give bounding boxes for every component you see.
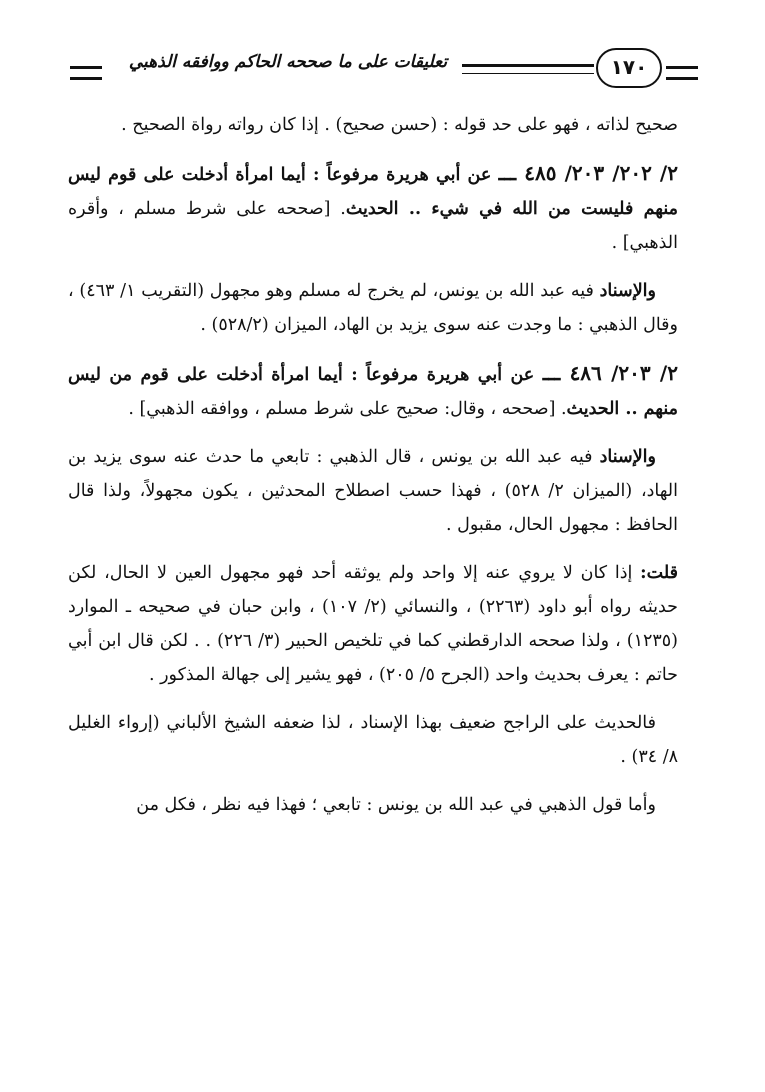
- header-double-rule-left: [70, 66, 102, 80]
- hadith-reference: ٢/ ٢٠٣/ ٤٨٦ ـــ: [542, 361, 678, 385]
- header-double-rule-right: [666, 66, 698, 80]
- paragraph-text: فيه عبد الله بن يونس ، قال الذهبي : تابعي ما حدث عنه سوى يزيد بن الهاد، (الميزان ٢/ ٥٢٨) ، فهذا حسب اصطلاح المحدثين ، يكون مجهولاً، ولذا قال الحافظ : مجهول الحال، مقبول .: [68, 447, 678, 535]
- page-body: [68, 108, 678, 836]
- hadith-reference: ٢/ ٢٠٢/ ٢٠٣/ ٤٨٥ ـــ: [498, 161, 678, 185]
- paragraph-text: فيه عبد الله بن يونس، لم يخرج له مسلم وهو مجهول (التقريب ١/ ٤٦٣) ، وقال الذهبي : ما وجدت عنه سوى يزيد بن الهاد، الميزان (٥٢٨/٢) .: [68, 281, 678, 335]
- running-title: تعليقات على ما صححه الحاكم ووافقه الذهبي: [128, 52, 448, 72]
- hadith-text: عن أبي هريرة مرفوعاً : أيما امرأة أدخلت على قوم من ليس منهم .. الحديث: [68, 365, 678, 419]
- paragraph-lead: والإسناد: [599, 447, 656, 467]
- paragraph-conclusion: [68, 706, 678, 774]
- hadith-text: عن أبي هريرة مرفوعاً : أيما امرأة أدخلت على قوم ليس منهم فليست من الله في شيء .. الحديث: [68, 165, 678, 219]
- paragraph-lead: والإسناد: [599, 281, 656, 301]
- paragraph-comment: [68, 556, 678, 692]
- hadith-grading: . [صححه على شرط مسلم ، وأقره الذهبي] .: [68, 199, 678, 253]
- hadith-grading: . [صححه ، وقال: صحيح على شرط مسلم ، ووافقه الذهبي] .: [128, 399, 567, 419]
- paragraph-continuation: [68, 108, 678, 142]
- paragraph-final: [68, 788, 678, 822]
- hadith-entry-486: [68, 356, 678, 426]
- paragraph-text: فالحديث على الراجح ضعيف بهذا الإسناد ، لذا ضعفه الشيخ الألباني (إرواء الغليل ٨/ ٣٤) .: [68, 713, 678, 767]
- header-rule: [462, 64, 594, 74]
- paragraph-isnad-1: [68, 274, 678, 342]
- paragraph-text: وأما قول الذهبي في عبد الله بن يونس : تابعي ؛ فهذا فيه نظر ، فكل من: [136, 795, 656, 815]
- page-number: ١٧٠: [596, 48, 662, 88]
- paragraph-lead: قلت:: [640, 563, 678, 583]
- paragraph-text: إذا كان لا يروي عنه إلا واحد ولم يوثقه أحد فهو مجهول العين لا الحال، لكن حديثه رواه أبو داود (٢٢٦٣) ، والنسائي (٢/ ١٠٧) ، وابن حبان في صحيحه ـ الموارد (١٢٣٥) ، ولذا صححه الدارقطني كما في تلخيص الحبير (٣/ ٢٢٦) . . لكن قال ابن أبي حاتم : يعرف بحديث واحد (الجرح ٥/ ٢٠٥) ، فهو يشير إلى جهالة المذكور .: [68, 563, 678, 685]
- paragraph-isnad-2: [68, 440, 678, 542]
- paragraph-text: صحيح لذاته ، فهو على حد قوله : (حسن صحيح) . إذا كان رواته رواة الصحيح .: [121, 115, 678, 135]
- hadith-entry-485: [68, 156, 678, 260]
- page-header: [58, 44, 706, 94]
